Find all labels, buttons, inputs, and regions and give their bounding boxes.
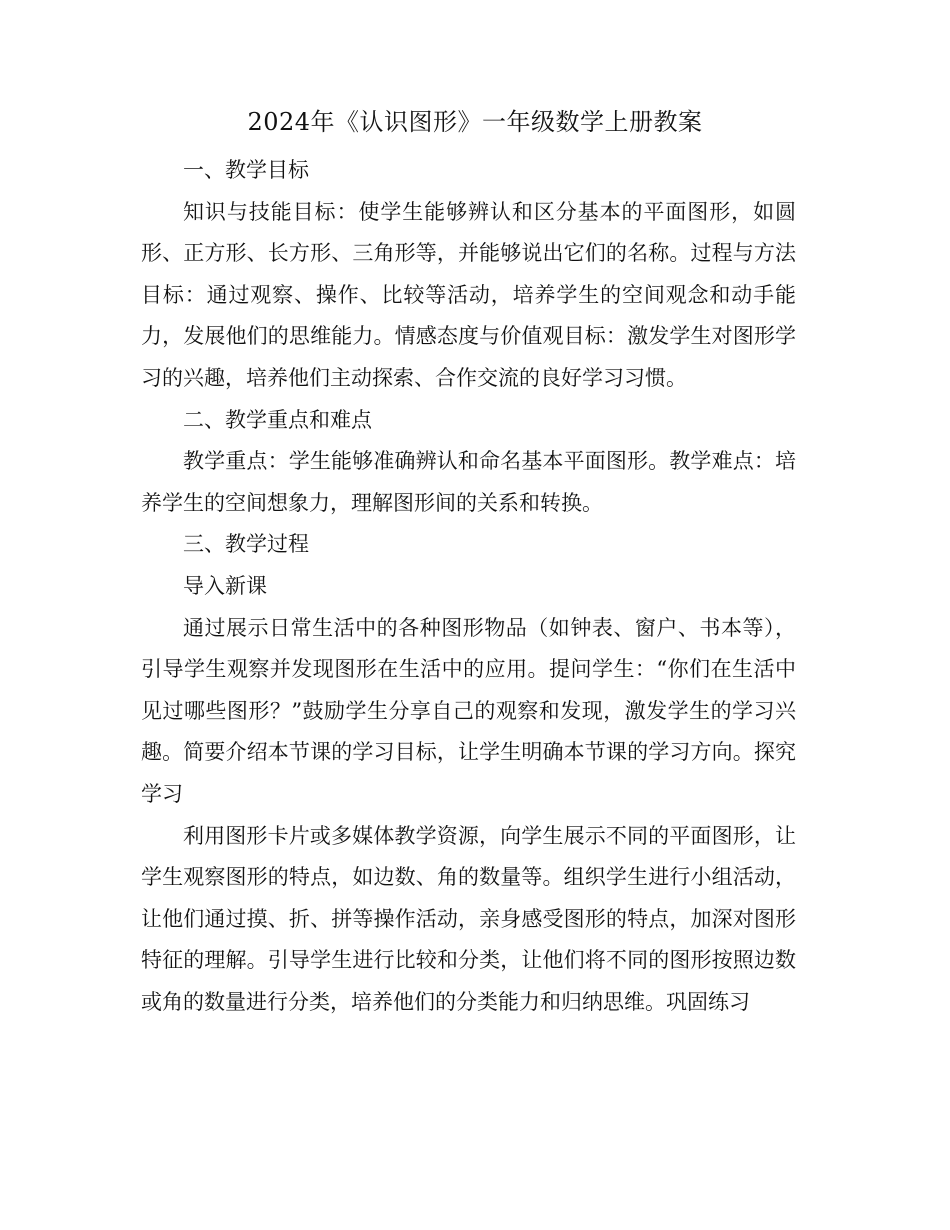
heading-teaching-process: 三、教学过程 [183,532,309,557]
document-body [141,150,796,1023]
paragraph-objectives: 知识与技能目标：使学生能够辨认和区分基本的平面图形，如圆形、正方形、长方形、三角形等，并能够说出它们的名称。过程与方法目标：通过观察、操作、比较等活动，培养学生的空间观念和动手能力，发展他们的思维能力。情感态度与价值观目标：激发学生对图形学习的兴趣，培养他们主动探索、合作交流的良好学习习惯。 [141,199,796,390]
paragraph-introduction: 通过展示日常生活中的各种图形物品（如钟表、窗户、书本等），引导学生观察并发现图形在生活中的应用。提问学生：“你们在生活中见过哪些图形？”鼓励学生分享自己的观察和发现，激发学生的学习兴趣。简要介绍本节课的学习目标，让学生明确本节课的学习方向。探究学习 [141,615,796,806]
subheading-introduction: 导入新课 [183,573,267,598]
document-title: 2024年《认识图形》一年级数学上册教案 [247,108,703,136]
heading-teaching-objectives: 一、教学目标 [183,158,309,182]
paragraph-key-points: 教学重点：学生能够准确辨认和命名基本平面图形。教学难点：培养学生的空间想象力，理解图形间的关系和转换。 [141,449,796,515]
paragraph-exploration: 利用图形卡片或多媒体教学资源，向学生展示不同的平面图形，让学生观察图形的特点，如边数、角的数量等。组织学生进行小组活动，让他们通过摸、折、拼等操作活动，亲身感受图形的特点，加深对图形特征的理解。引导学生进行比较和分类，让他们将不同的图形按照边数或角的数量进行分类，培养他们的分类能力和归纳思维。巩固练习 [141,823,796,1014]
heading-key-and-difficult-points: 二、教学重点和难点 [183,407,372,432]
